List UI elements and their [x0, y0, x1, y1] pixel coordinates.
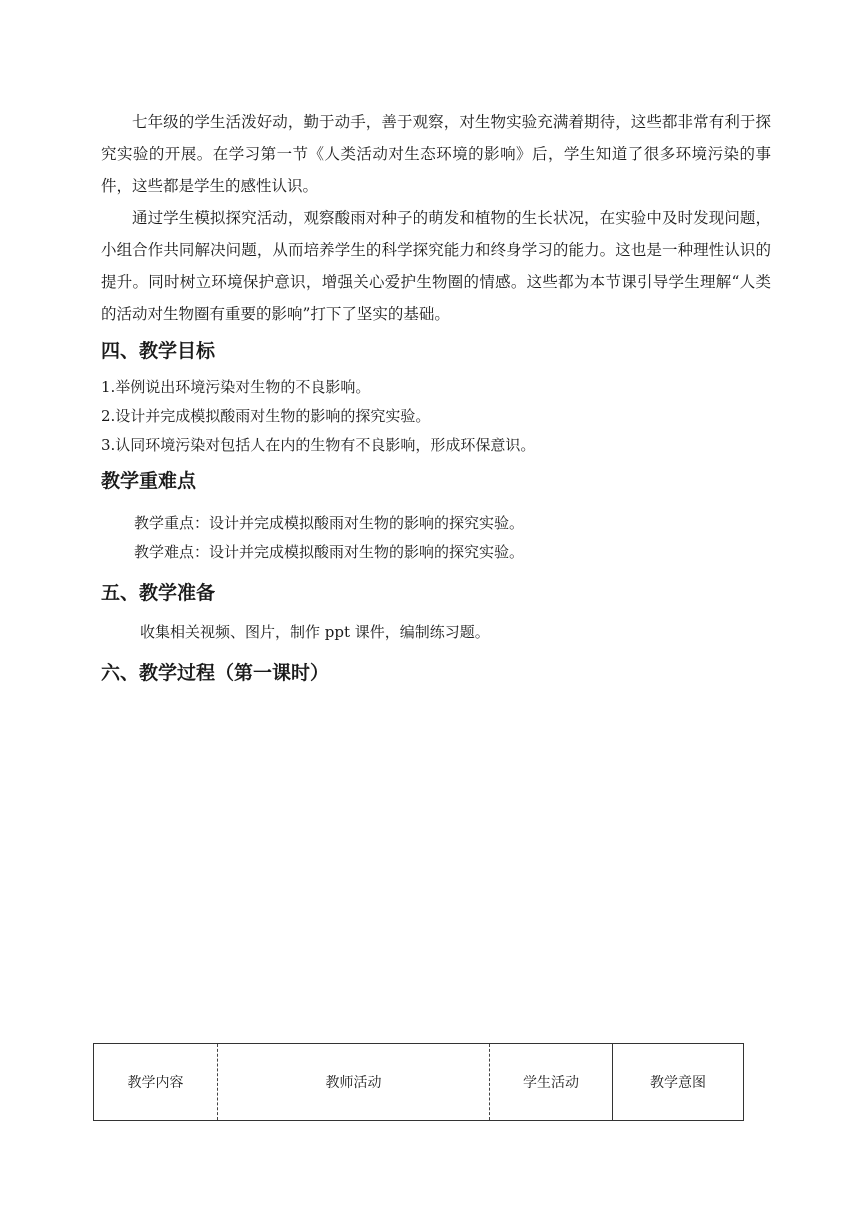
- header-teaching-content: 教学内容: [94, 1044, 218, 1121]
- header-teacher-activity: 教师活动: [218, 1044, 490, 1121]
- objective-item: 2.设计并完成模拟酸雨对生物的影响的探究实验。: [101, 407, 431, 425]
- table-header-row: [94, 1044, 744, 1121]
- heading-process: 六、教学过程（第一课时）: [101, 662, 330, 684]
- header-teaching-intent: 教学意图: [613, 1044, 744, 1121]
- objective-item: 1.举例说出环境污染对生物的不良影响。: [101, 378, 371, 396]
- heading-key-points: 教学重难点: [101, 470, 197, 492]
- heading-objectives: 四、教学目标: [101, 340, 216, 362]
- objective-item: 3.认同环境污染对包括人在内的生物有不良影响，形成环保意识。: [101, 436, 536, 454]
- difficult-point-text: 教学难点：设计并完成模拟酸雨对生物的影响的探究实验。: [134, 543, 525, 561]
- key-point-text: 教学重点：设计并完成模拟酸雨对生物的影响的探究实验。: [134, 514, 525, 532]
- teaching-process-table: [93, 1043, 744, 1121]
- heading-preparation: 五、教学准备: [101, 582, 216, 604]
- objectives-list: [101, 373, 535, 460]
- paragraph-activity-rationale: 通过学生模拟探究活动，观察酸雨对种子的萌发和植物的生长状况，在实验中及时发现问题，小组合作共同解决问题，从而培养学生的科学探究能力和终身学习的能力。这也是一种理性认识的提升。同时树立环境保护意识，增强关心爱护生物圈的情感。这些都为本节课引导学生理解“人类的活动对生物圈有重要的影响”打下了坚实的基础。: [101, 209, 771, 323]
- header-student-activity: 学生活动: [490, 1044, 613, 1121]
- preparation-text: 收集相关视频、图片，制作 ppt 课件，编制练习题。: [140, 623, 490, 641]
- paragraph-student-analysis: 七年级的学生活泼好动，勤于动手，善于观察，对生物实验充满着期待，这些都非常有利于探究实验的开展。在学习第一节《人类活动对生态环境的影响》后，学生知道了很多环境污染的事件，这些都是学生的感性认识。: [101, 113, 771, 195]
